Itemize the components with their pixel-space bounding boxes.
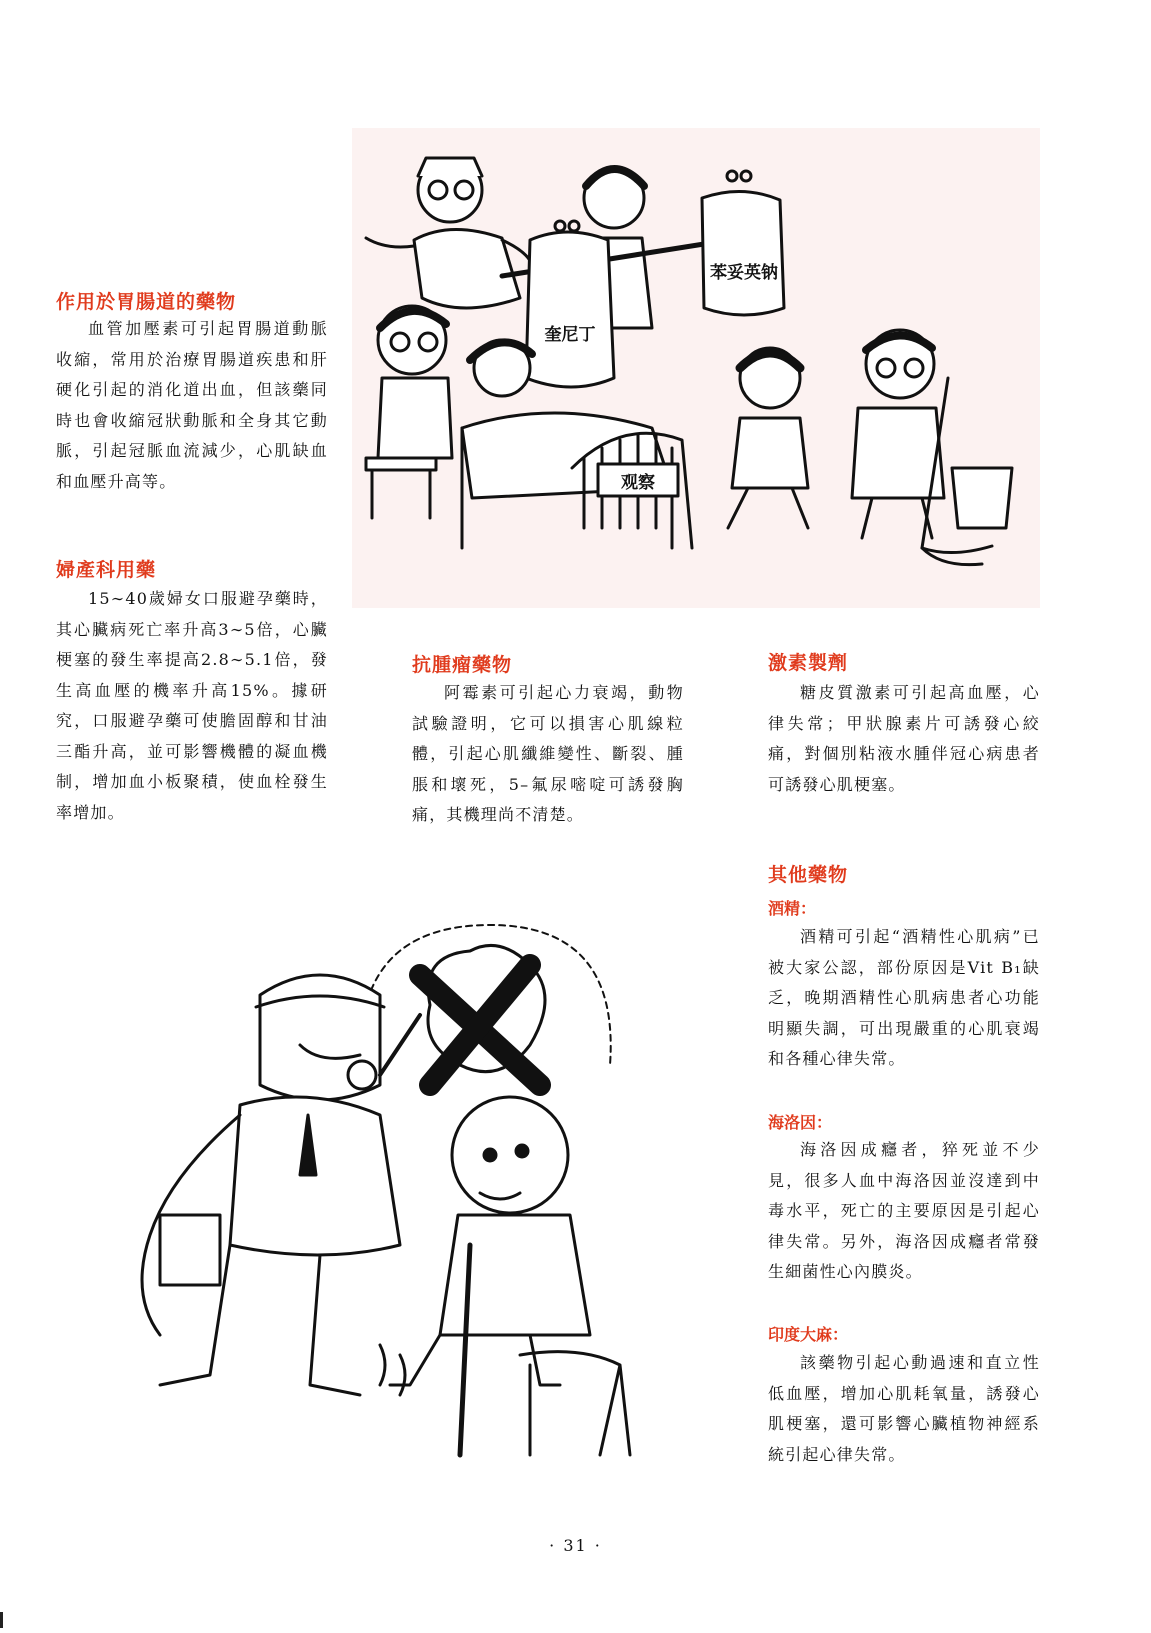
heroin-subheading: 海洛因： — [768, 1113, 833, 1132]
gi-drugs-body: 血管加壓素可引起胃腸道動脈收縮，常用於治療胃腸道疾患和肝硬化引起的消化道出血，但該藥同時也會收縮冠狀動脈和全身其它動脈，引起冠脈血流減少，心肌缺血和血壓升高等。 — [56, 319, 328, 491]
heroin-body: 海洛因成癮者，猝死並不少見，很多人血中海洛因並沒達到中毒水平，死亡的主要原因是引起心律失常。另外，海洛因成癮者常發生細菌性心內膜炎。 — [768, 1140, 1040, 1281]
seated-man-figure — [366, 306, 452, 518]
cannabis-subheading: 印度大麻： — [768, 1325, 849, 1344]
bottle-left-label: 奎尼丁 — [544, 325, 596, 345]
ward-cartoon — [352, 128, 1040, 608]
gi-drugs-heading: 作用於胃腸道的藥物 — [56, 291, 237, 313]
cannabis-body: 該藥物引起心動過速和直立性低血壓，增加心肌耗氧量，誘發心肌梗塞，還可影響心臟植物神經系統引起心律失常。 — [768, 1353, 1040, 1464]
ward-cartoon-panel — [352, 128, 1040, 608]
obgyn-drugs-heading: 婦產科用藥 — [56, 559, 157, 581]
bottle-right — [702, 171, 784, 315]
bottle-left — [526, 221, 614, 387]
walking-woman-figure — [728, 348, 808, 528]
doctor-patient-cartoon — [60, 915, 680, 1475]
hormone-drugs-body: 糖皮質激素可引起高血壓，心律失常；甲狀腺素片可誘發心絞痛，對個別粘液水腫伴冠心病患者可誘發心肌梗塞。 — [768, 683, 1040, 794]
antitumor-drugs-heading: 抗腫瘤藥物 — [412, 654, 513, 676]
alcohol-subheading: 酒精： — [768, 899, 817, 918]
antitumor-drugs-body: 阿霉素可引起心力衰竭，動物試驗證明，它可以損害心肌線粒體，引起心肌纖維變性、斷裂、腫脹和壞死，5–氟尿嘧啶可誘發胸痛，其機理尚不清楚。 — [412, 683, 684, 824]
hormone-drugs-heading: 激素製劑 — [768, 652, 849, 674]
obgyn-drugs-body: 15∼40歲婦女口服避孕藥時，其心臟病死亡率升高3∼5倍，心臟梗塞的發生率提高2.8∼5.1倍，發生高血壓的機率升高15%。據研究，口服避孕藥可使膽固醇和甘油三酯升高，並可影響機體的凝血機制，增加血小板聚積，使血栓發生率增加。 — [56, 589, 328, 822]
doctor-patient-illustration — [60, 915, 680, 1475]
other-drugs-heading: 其他藥物 — [768, 864, 849, 886]
binding-mark — [0, 1612, 3, 1628]
bottle-right-label: 苯妥英钠 — [710, 263, 778, 283]
doctor-figure-top — [366, 158, 534, 308]
doctor-figure-bottom — [142, 975, 420, 1395]
janitor-figure — [852, 330, 1012, 565]
bed-sign-label: 观察 — [621, 473, 655, 493]
page-number: · 31 · — [549, 1536, 602, 1555]
old-man-figure — [380, 1097, 630, 1455]
alcohol-body: 酒精可引起“酒精性心肌病”已被大家公認，部份原因是Vit B₁缺乏，晚期酒精性心肌病患者心功能明顯失調，可出現嚴重的心肌衰竭和各種心律失常。 — [768, 927, 1040, 1068]
